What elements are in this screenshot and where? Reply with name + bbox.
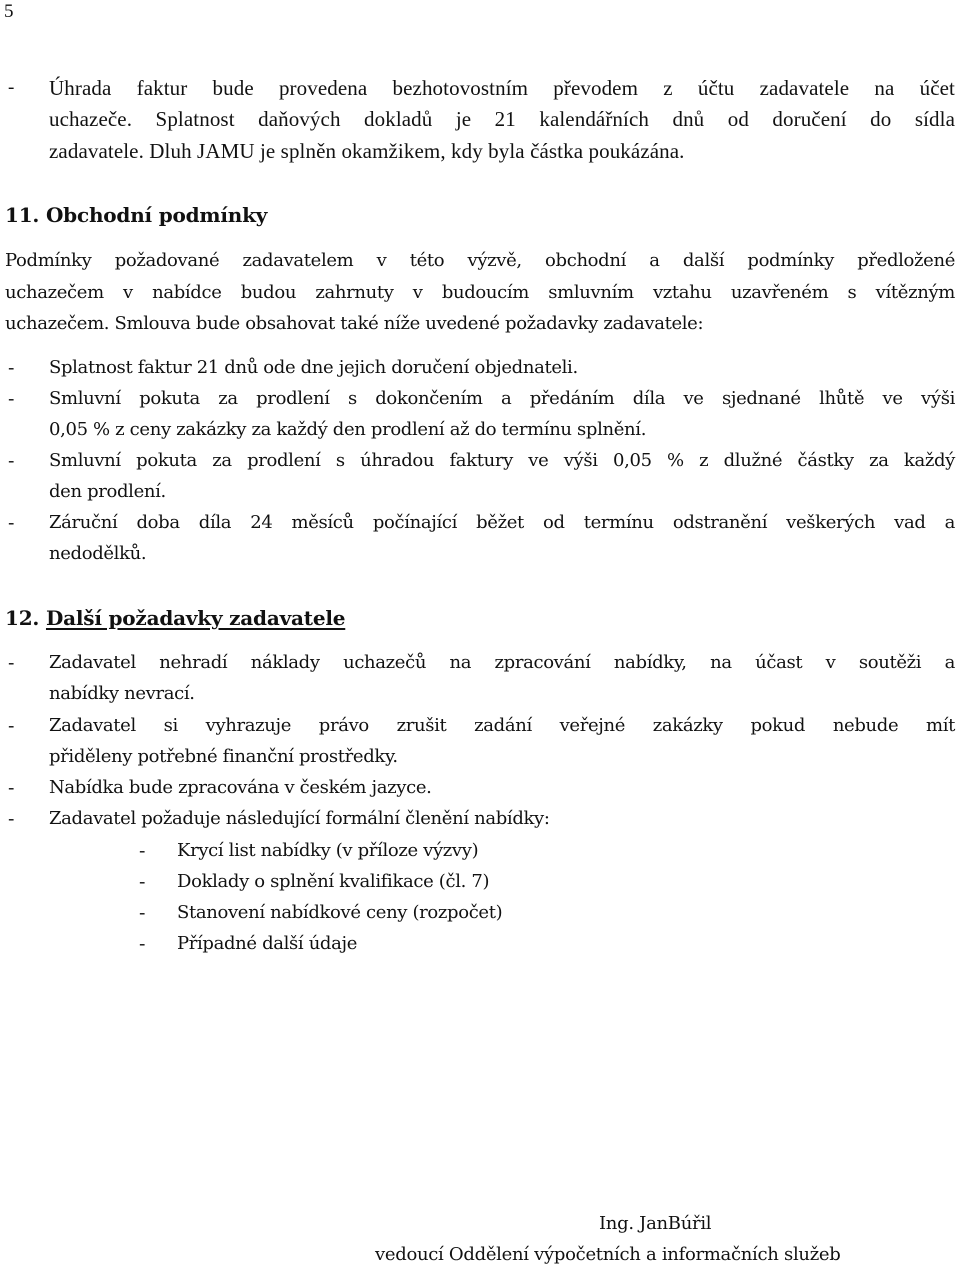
list-item-cont: přiděleny potřebné finanční prostředky. xyxy=(49,746,398,767)
list-dash: - xyxy=(8,652,15,674)
list-item: Zadavatel si vyhrazuje právo zrušit zadání veřejné zakázky pokud nebude mít xyxy=(49,715,955,736)
list-item: Nabídka bude zpracována v českém jazyce. xyxy=(49,777,432,798)
list-item-cont: nedodělků. xyxy=(49,543,147,564)
list-dash: - xyxy=(8,512,15,534)
list-dash: - xyxy=(8,450,15,472)
list-item: Splatnost faktur 21 dnů ode dne jejich doručení objednateli. xyxy=(49,357,578,378)
list-dash: - xyxy=(8,777,15,799)
list-item: Zadavatel nehradí náklady uchazečů na zpracování nabídky, na účast v soutěži a xyxy=(49,652,955,673)
list-item-cont: den prodlení. xyxy=(49,481,166,502)
sublist-dash: - xyxy=(139,933,146,955)
intro-line-3: zadavatele. Dluh JAMU je splněn okamžikem, kdy byla částka poukázána. xyxy=(49,139,685,163)
list-item: Smluvní pokuta za prodlení s dokončením a předáním díla ve sjednané lhůtě ve výši xyxy=(49,388,955,409)
list-dash: - xyxy=(8,77,15,98)
list-item: Zadavatel požaduje následující formální členění nabídky: xyxy=(49,808,550,829)
sublist-dash: - xyxy=(139,902,146,924)
list-dash: - xyxy=(8,715,15,737)
paragraph-line: Podmínky požadované zadavatelem v této výzvě, obchodní a další podmínky předložené xyxy=(5,250,955,271)
sublist-item: Případné další údaje xyxy=(177,933,358,954)
list-item: Záruční doba díla 24 měsíců počínající běžet od termínu odstranění veškerých vad a xyxy=(49,512,955,533)
paragraph-line: uchazečem v nabídce budou zahrnuty v budoucím smluvním vztahu uzavřeném s vítězným xyxy=(5,282,955,303)
section-12-heading xyxy=(5,606,345,630)
section-11-heading: 11. Obchodní podmínky xyxy=(5,203,268,227)
section-12-title: Další požadavky zadavatele xyxy=(45,606,346,630)
paragraph-line: uchazečem. Smlouva bude obsahovat také níže uvedené požadavky zadavatele: xyxy=(5,313,704,334)
list-item-cont: 0,05 % z ceny zakázky za každý den prodlení až do termínu splnění. xyxy=(49,419,647,440)
sublist-item: Doklady o splnění kvalifikace (čl. 7) xyxy=(177,871,490,892)
list-dash: - xyxy=(8,808,15,830)
sublist-dash: - xyxy=(139,840,146,862)
intro-line-2: uchazeče. Splatnost daňových dokladů je 21 kalendářních dnů od doručení do sídla xyxy=(49,107,955,131)
signature-name: Ing. JanBúřil xyxy=(599,1213,712,1234)
sublist-item: Stanovení nabídkové ceny (rozpočet) xyxy=(177,902,503,923)
list-item: Smluvní pokuta za prodlení s úhradou faktury ve výši 0,05 % z dlužné částky za každý xyxy=(49,450,955,471)
sublist-item: Krycí list nabídky (v příloze výzvy) xyxy=(177,840,479,861)
section-12-number: 12. xyxy=(5,606,40,630)
intro-line-1: Úhrada faktur bude provedena bezhotovostním převodem z účtu zadavatele na účet xyxy=(49,76,955,100)
signature-role: vedoucí Oddělení výpočetních a informačních služeb xyxy=(375,1244,841,1265)
page-number: 5 xyxy=(4,1,14,22)
list-dash: - xyxy=(8,357,15,379)
list-dash: - xyxy=(8,388,15,410)
sublist-dash: - xyxy=(139,871,146,893)
list-item-cont: nabídky nevrací. xyxy=(49,683,195,704)
